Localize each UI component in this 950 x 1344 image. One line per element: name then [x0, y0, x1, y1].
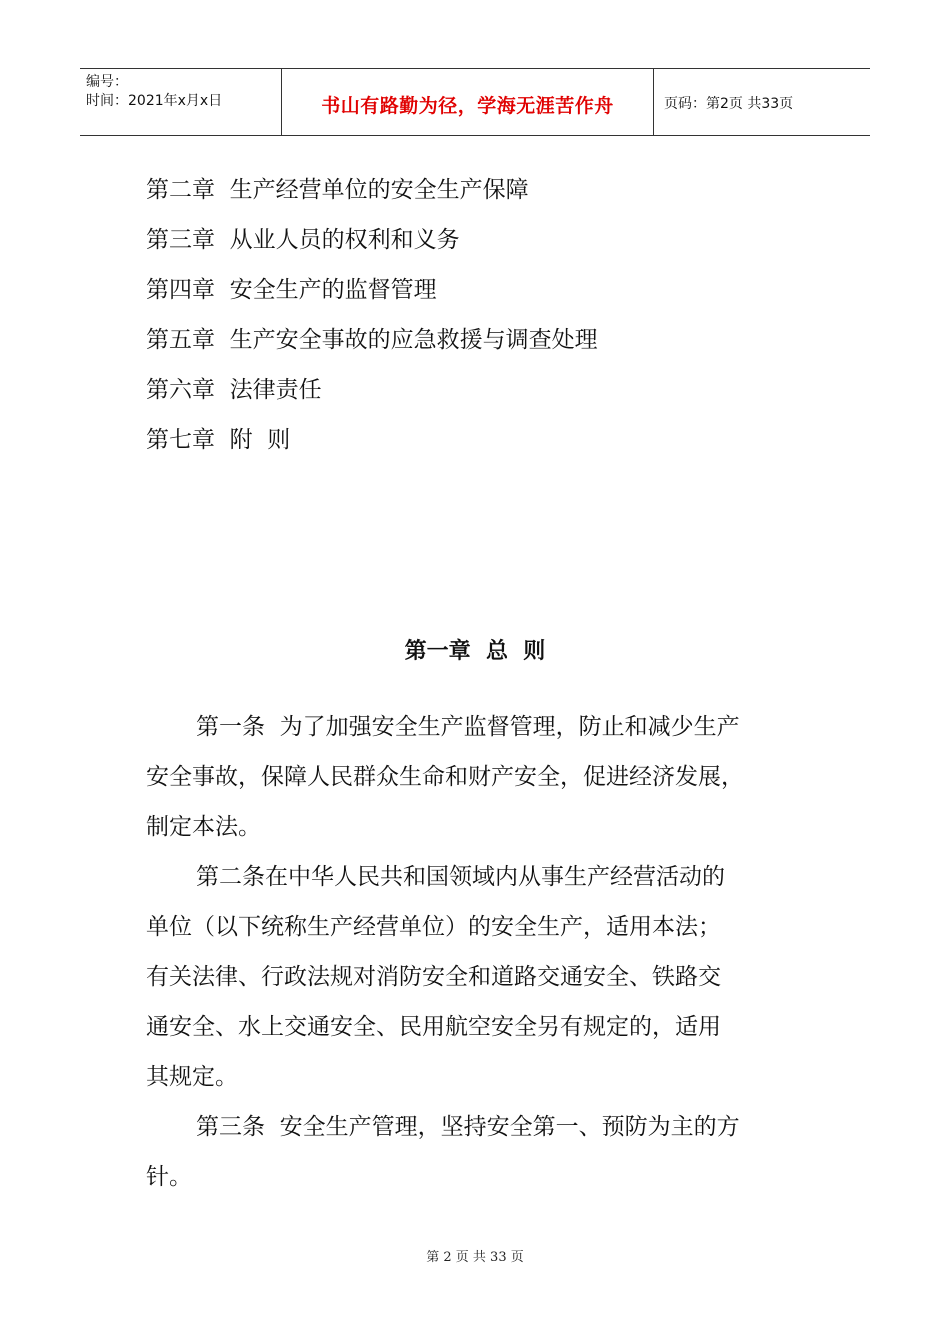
toc-item-chapter-5: 第五章 生产安全事故的应急救援与调查处理: [146, 327, 598, 353]
paragraph-line: 第一条 为了加强安全生产监督管理，防止和减少生产: [196, 714, 740, 740]
article-3: [146, 1102, 806, 1202]
header-meta: [80, 69, 282, 135]
toc-item-chapter-7: 第七章 附 则: [146, 427, 291, 453]
chapter-body: [146, 702, 806, 1202]
header-page-cell: [654, 69, 870, 135]
chapter-heading: 第一章 总 则: [404, 639, 546, 664]
paragraph-line: 通安全、水上交通安全、民用航空安全另有规定的，适用: [146, 1014, 721, 1040]
paragraph-line: 第三条 安全生产管理，坚持安全第一、预防为主的方: [196, 1114, 740, 1140]
header-motto-cell: [282, 69, 654, 135]
document-date: 时间：2021年x月x日: [86, 93, 223, 109]
article-1: [146, 702, 806, 852]
paragraph-line: 安全事故，保障人民群众生命和财产安全，促进经济发展，: [146, 764, 744, 790]
article-2: [146, 852, 806, 1102]
paragraph-line: 针。: [146, 1164, 192, 1190]
paragraph-line: 有关法律、行政法规对消防安全和道路交通安全、铁路交: [146, 964, 721, 990]
paragraph-line: 单位（以下统称生产经营单位）的安全生产，适用本法；: [146, 914, 721, 940]
toc-item-chapter-4: 第四章 安全生产的监督管理: [146, 277, 437, 303]
header-page-number: 页码：第2页 共33页: [664, 96, 794, 112]
toc-item-chapter-6: 第六章 法律责任: [146, 377, 322, 403]
paragraph-line: 制定本法。: [146, 814, 261, 840]
toc-item-chapter-2: 第二章 生产经营单位的安全生产保障: [146, 177, 529, 203]
document-number-label: 编号：: [86, 74, 128, 90]
table-of-contents: [146, 165, 598, 465]
paragraph-line: 第二条在中华人民共和国领域内从事生产经营活动的: [196, 864, 725, 890]
paragraph-line: 其规定。: [146, 1064, 238, 1090]
toc-item-chapter-3: 第三章 从业人员的权利和义务: [146, 227, 460, 253]
page-footer: 第 2 页 共 33 页: [426, 1250, 524, 1265]
page-header: [80, 68, 870, 136]
header-motto: 书山有路勤为径，学海无涯苦作舟: [321, 94, 614, 117]
